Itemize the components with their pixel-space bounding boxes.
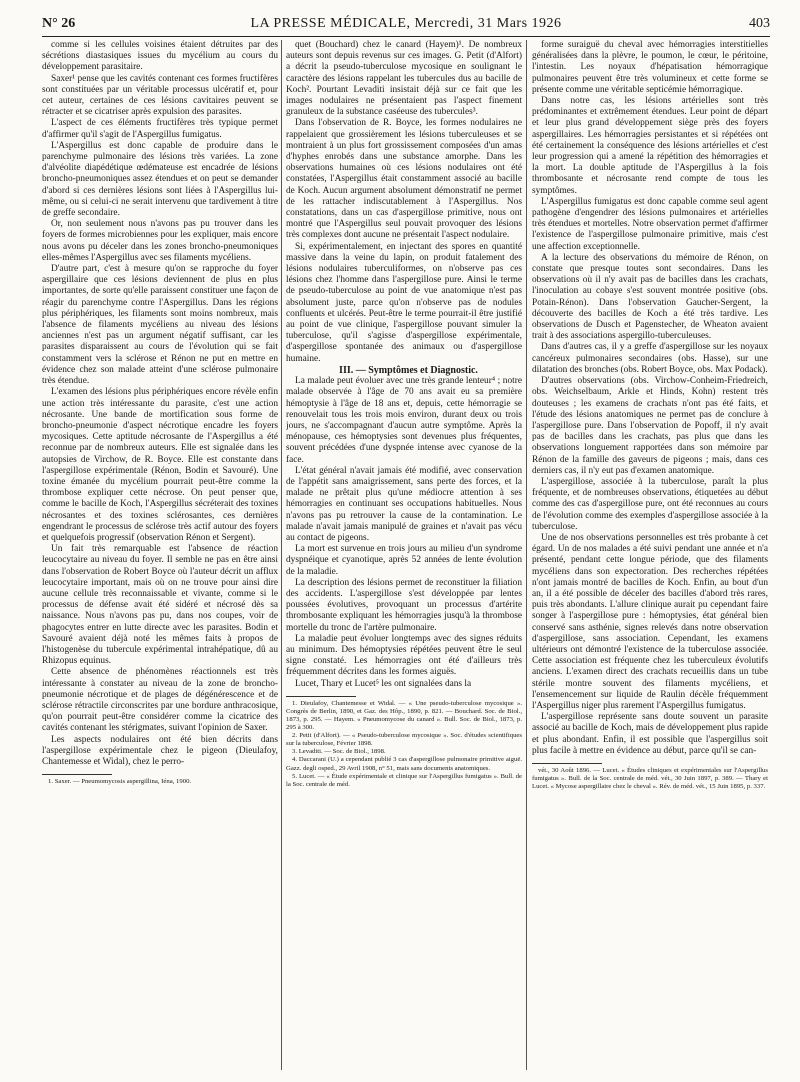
paragraph: D'autre part, c'est à mesure qu'on se rapproche du foyer aspergillaire que ces lésions deviennent de plus en plus importantes, de sorte qu'elle paraissent constituer une façon de réagir du parenchyme contre l'Aspergillus. Dans les régions plus périphériques, les filaments sont moins nombreux, mais l'absence de filaments mycéliens au niveau des lésions anciennes n'est pas un argument négatif suffisant, car les parasites disparaissent au cours de l'évolution qui se fait constamment vers la sclérose et Rénon ne put en mettre en évidence chez son malade atteint d'une sclérose pulmonaire très étendue. bbox=[42, 264, 278, 387]
paragraph: Un fait très remarquable est l'absence de réaction leucocytaire au niveau du foyer. Il semble ne pas en être ainsi dans l'observation de Robert Boyce où l'auteur décrit un afflux leucocytaire important, mais où on ne trouve pour ainsi dire aucune cellule très reconnaissable et vivante, comme si le processus de défense avait été sidéré et nécrosé dès sa naissance. Nous n'avons pas pu, dans nos coupes, voir de phagocytes entrer en lutte directe avec les parasites. Bodin et Savouré avaient déjà noté les mêmes faits à propos de l'histogenèse du tubercule expérimental intrahépatique, dû au Rhizopus equinus. bbox=[42, 544, 278, 667]
column-3-body bbox=[532, 40, 768, 757]
paragraph: La maladie peut évoluer longtemps avec des signes réduits au minimum. Des hémoptysies répétées peuvent être le seul signe constaté. Les hémorragies ont été d'ailleurs très fréquemment décrites dans les formes aiguës. bbox=[286, 633, 522, 678]
paragraph: Si, expérimentalement, en injectant des spores en quantité massive dans la veine du lapin, on produit fatalement des lésions nodulaires tuberculiformes, on n'observe pas ces lésions chez l'homme dans l'aspergillose pure. Ainsi le terme de pseudo-tuberculose au point de vue anatomique n'est pas absolument juste, parce qu'on n'observe pas de nodules confluents et ulcérés. Peut-être le terme pourrait-il être justifié au point de vue clinique, l'aspergillose pouvant simuler la tuberculose, qu'il s'agisse d'aspergillose expérimentale, d'aspergillose spontanée des animaux ou d'aspergillose humaine. bbox=[286, 241, 522, 364]
paragraph: vét., 30 Août 1896. — Lucet. « Études cliniques et expérimentales sur l'Aspergillus fumigatus ». Bull. de la Soc. centrale de méd. vét., 30 Juin 1897, p. 389. — Thary et Lucet. « Mycose aspergillaire chez le cheval ». Rév. de méd. vét., 15 Juin 1895, p. 337. bbox=[532, 767, 768, 791]
footnote-rule bbox=[532, 763, 602, 764]
paragraph: L'aspergillose représente sans doute souvent un parasite associé au bacille de Koch, mais de développement plus rapide et plus abondant. Enfin, il est possible que l'aspergillus soit plus facile à mettre en évidence au début, parce qu'il se can- bbox=[532, 712, 768, 756]
column-2-body bbox=[286, 40, 522, 365]
footnote-rule bbox=[42, 774, 112, 775]
paragraph: L'Aspergillus fumigatus est donc capable comme seul agent pathogène d'engendrer des lésions pulmonaires et artérielles très étendues et mortelles. Notre observation permet d'affirmer l'existence de l'aspergillose pulmonaire primitive, mais c'est une affection exceptionnelle. bbox=[532, 196, 768, 252]
paragraph: Dans notre cas, les lésions artérielles sont très prédominantes et extrêmement étendues. Leur point de départ et leur plus grand développement siège près des foyers aspergillaires. Les hémorragies persistantes et si répétées ont été certainement la conséquence des lésions artérielles et c'est leur progression qui a amené la répétition des hémorragies et la mort. La double aptitude de l'Aspergillus à la fois thrombosante et nécrosante rend compte de tous les symptômes. bbox=[532, 96, 768, 196]
paragraph: Cette absence de phénomènes réactionnels est très intéressante à constater au niveau de la zone de broncho-pneumonie nécrotique et de plages de dégénérescence et de sclérose rétractile circonscrites par une bordure anthracosique, qu'on pourrait peut-être considérer comme la cicatrice des cavités contenant les stérigmates, suivant l'opinion de Saxer. bbox=[42, 667, 278, 734]
paragraph: Une de nos observations personnelles est très probante à cet égard. Un de nos malades a été suivi pendant une année et n'a présenté, pendant cette longue période, que des filaments mycéliens dans son expectoration. Des recherches répétées n'ont jamais montré de bacilles de Koch. Enfin, au bout d'un an, il a été possible de déceler des bacilles d'abord très rares, puis très abondants. L'allure clinique aurait pu cependant faire songer à l'aspergillose pure : hémoptysies, état général bien conservé sans asthénie, signes relevés dans notre observation d'aspergillose, sans association. Cependant, les examens ultérieurs ont démontré l'existence de la tuberculose associée. Cette association est fréquente chez les tuberculeux évolutifs anciens. L'examen direct des crachats recueillis dans un tube stérile montre souvent des filaments mycéliens, et l'ensemencement sur liquide de Raulin décèle fréquemment l'Aspergillus niger plus rarement l'Aspergillus fumigatus. bbox=[532, 532, 768, 711]
paragraph: 3. Levaditi. — Soc. de Biol., 1898. bbox=[292, 748, 386, 756]
paragraph: Or, non seulement nous n'avons pas pu trouver dans les foyers de formes microbiennes pour les expliquer, mais encore nous avons pu déceler dans les zones broncho-pneumoniques elles-mêmes l'Aspergillus avec ses filaments mycéliens. bbox=[42, 219, 278, 263]
paragraph: L'état général n'avait jamais été modifié, avec conservation de l'appétit sans amaigrissement, sans perte des forces, et la malade ne prêtait plus qu'une médiocre attention à ses hémorragies en continuant ses occupations habituelles. Nous n'avons pas pu retrouver la cause de la contamination. Le malade n'avait jamais manipulé de graines et n'avait pas vécu au contact de pigeons. bbox=[286, 465, 522, 543]
section-heading: III. — Symptômes et Diagnostic. bbox=[339, 364, 478, 376]
paragraph: La malade peut évoluer avec une très grande lenteur⁴ ; notre malade observée à l'âge de 70 ans avait eu sa première hémoptysie à l'âge de 18 ans et, depuis, cette hémorragie se renouvelait tous les trois mois environ, durant deux ou trois jours, ne s'accompagnant d'aucun autre symptôme. Après la ménopause, ces hémoptysies sont devenues plus fréquentes, souvent précédées d'une dyspnée intense avec cyanose de la face. bbox=[286, 376, 522, 465]
journal-title: LA PRESSE MÉDICALE, Mercredi, 31 Mars 1926 bbox=[250, 16, 562, 31]
paragraph: 1. Dieulafoy, Chantemesse et Widal. — « Une pseudo-tuberculose mycosique ». Congrès de Berlin, 1890, et Gaz. des Hôp., 1890, p. 821. — Bouchard. Soc. de Biol., 1873, p. 295. — Hayem. « Pneumomycose du canard ». Bull. Soc. de Biol., 1873, p. 295 à 300. bbox=[286, 699, 522, 732]
paragraph: L'aspergillose, associée à la tuberculose, paraît la plus fréquente, et de nombreuses observations, étiquetées au début comme des cas d'aspergillose pure, ont été reconnues au cours de l'évolution comme des exemples d'aspergillose associée à la tuberculose. bbox=[532, 476, 768, 532]
paragraph: comme si les cellules voisines étaient détruites par des sécrétions diastasiques issues du mycélium au cours du développement parasitaire. bbox=[42, 40, 278, 73]
paragraph: Dans l'observation de R. Boyce, les formes nodulaires ne rappelaient que grossièrement les lésions tuberculeuses et se montraient à un plus fort grossissement composées d'un amas d'hyphes enrobés dans une substance amorphe. Dans les observations humaines où ces lésions nodulaires ont été constatées, l'Aspergillus était constamment associé au bacille de Koch. Aucun argument absolument démonstratif ne permet de les rattacher indiscutablement à l'Aspergillus. Nos constatations, dans un cas d'aspergillose primitive, nous ont montré que l'Aspergillus seul pouvait provoquer des lésions très complexes dont aucune ne présentait l'aspect nodulaire. bbox=[286, 118, 522, 241]
paragraph: L'examen des lésions plus périphériques encore révèle enfin une action très intéressante du parasite, c'est une action nécrosante. Une bande de mortification sous forme de broncho-pneumonie d'aspect nécrotique encadre les foyers mycosiques. Cette aptitude nécrosante de l'Aspergillus a été reconnue par de nombreux auteurs. Elle est signalée dans les autopsies de Virchow, de R. Boyce. Elle est constante dans l'aspergillose expérimentale (Rénon, Bodin et Savouré). Une toxine émanée du mycélium pourrait peut-être comme la thrombose expliquer cette nécrose. On peut penser que, comme le bacille de Koch, l'Aspergillus sécréterait des toxines nécrosantes et des toxines sclérosantes, ces dernières engendrant le processus de sclérose très actif autour des foyers et quelquefois progressif (observation Rénon et Sergent). bbox=[42, 387, 278, 543]
paragraph: L'Aspergillus est donc capable de produire dans le parenchyme pulmonaire des lésions très variées. La zone d'alvéolite diapédétique œdémateuse est encadrée de lésions broncho-pneumoniques assez étendues et on peut se demander d'abord si ces dernières lésions sont liées à l'Aspergillus lui-même, ou si celui-ci ne serait intervenu que tardivement à titre de greffe secondaire. bbox=[42, 140, 278, 219]
paragraph: 1. Saxer. — Pneumomycosis aspergillina, Iéna, 1900. bbox=[48, 778, 192, 786]
column-rule bbox=[281, 40, 282, 1070]
paragraph: 5. Lucet. — « Étude expérimentale et clinique sur l'Aspergillus fumigatus ». Bull. de la Soc. centrale de méd. bbox=[286, 772, 522, 788]
column-rule bbox=[526, 40, 527, 1070]
column-1-body bbox=[42, 40, 278, 768]
paragraph: 4. Daccarani (U.) a cependant publié 3 cas d'aspergillose pulmonaire primitive aiguë. Gazz. degli osped., 29 Avril 1908, n° 51, mais sans documents anatomiques. bbox=[286, 756, 522, 772]
column-3 bbox=[532, 40, 768, 1070]
paragraph: Les aspects nodulaires ont été bien décrits dans l'aspergillose expérimentale chez le pigeon (Dieulafoy, Chantemesse et Widal), chez le perro- bbox=[42, 734, 278, 767]
paragraph: A la lecture des observations du mémoire de Rénon, on constate que presque toutes sont secondaires. Dans les observations où il n'y avait pas de bacilles dans les crachats, l'inoculation au cobaye s'est souvent montrée positive (obs. Potain-Rénon). Dans l'observation Gaucher-Sergent, la découverte des bacilles de Koch a été très tardive. Les observations de Dusch et Pagenstecher, de Wheaton avaient trait à des associations aspergillo-tuberculeuses. bbox=[532, 252, 768, 342]
footnote-rule bbox=[286, 696, 356, 697]
page-number: 403 bbox=[749, 16, 770, 31]
paragraph: 2. Petit (d'Alfort). — « Pseudo-tuberculose mycosique ». Soc. d'études scientifiques sur la tuberculose, Février 1898. bbox=[286, 732, 522, 748]
column-2-footnotes bbox=[286, 700, 522, 789]
paragraph: L'aspect de ces éléments fructifères très typique permet d'affirmer qu'il s'agit de l'Aspergillus fumigatus. bbox=[42, 118, 278, 140]
column-1-footnotes bbox=[42, 778, 278, 786]
paragraph: La description des lésions permet de reconstituer la filiation des accidents. L'aspergillose s'est développée par lentes poussées évolutives, provoquant un processus d'artérite thrombosante expliquant les hémorragies jusqu'à la thrombose mortelle du tronc de l'artère pulmonaire. bbox=[286, 577, 522, 633]
paragraph: quet (Bouchard) chez le canard (Hayem)¹. De nombreux auteurs sont depuis revenus sur ces images. G. Petit (d'Alfort) a décrit la pseudo-tuberculose mycosique en soulignant le caractère des lésions rappelant les tubercules dus au bacille de Koch². Pourtant Levaditi insistait déjà sur ce fait que les images nodulaires ne présentaient pas l'aspect finement granuleux de la substance caséeuse des tubercules³. bbox=[286, 40, 522, 118]
column-3-footnotes bbox=[532, 767, 768, 791]
paragraph: Saxer¹ pense que les cavités contenant ces formes fructifères sont constituées par un véritable processus ulcératif et, pour cet auteur, certaines de ces lésions cavitaires peuvent se rétracter et se cicatriser après expulsion des parasites. bbox=[42, 73, 278, 118]
paragraph: D'autres observations (obs. Virchow-Conheim-Friedreich, obs. Weichselbaum, Arkle et Hinds, Kohn) restent très douteuses ; les examens de crachats n'ont pas été faits, et l'étude des lésions anatomiques ne permet pas de conclure à l'aspergillose pure. Dans l'observation de Popoff, il n'y avait pas de bacilles dans les crachats, pas plus que dans les observations longuement rapportées dans son mémoire par Rénon de la famille des gaveurs de pigeons ; mais, dans ces derniers cas, il n'y eut pas d'examen anatomique. bbox=[532, 376, 768, 476]
issue-number: N° 26 bbox=[42, 16, 76, 31]
paragraph: forme suraiguë du cheval avec hémorragies interstitielles généralisées dans la plèvre, le poumon, le cœur, le péritoine, l'intestin. Les noyaux d'hépatisation hémorragique pulmonaires peuvent être très volumineux et cette forme se présente comme une véritable septicémie hémorragique. bbox=[532, 40, 768, 95]
column-1 bbox=[42, 40, 278, 1070]
paragraph: Dans d'autres cas, il y a greffe d'aspergillose sur les noyaux cancéreux pulmonaires secondaires (obs. Hasse), sur une dilatation des bronches (obs. Robert Boyce, obs. Max Podack). bbox=[532, 342, 768, 375]
column-2-body-continued bbox=[286, 376, 522, 690]
page-header bbox=[42, 14, 770, 37]
paragraph: La mort est survenue en trois jours au milieu d'un syndrome dyspnéique et cyanotique, après 52 années de lente évolution de la maladie. bbox=[286, 544, 522, 577]
paragraph: Lucet, Thary et Lucet⁵ les ont signalées dans la bbox=[295, 678, 472, 689]
column-2 bbox=[286, 40, 522, 1070]
